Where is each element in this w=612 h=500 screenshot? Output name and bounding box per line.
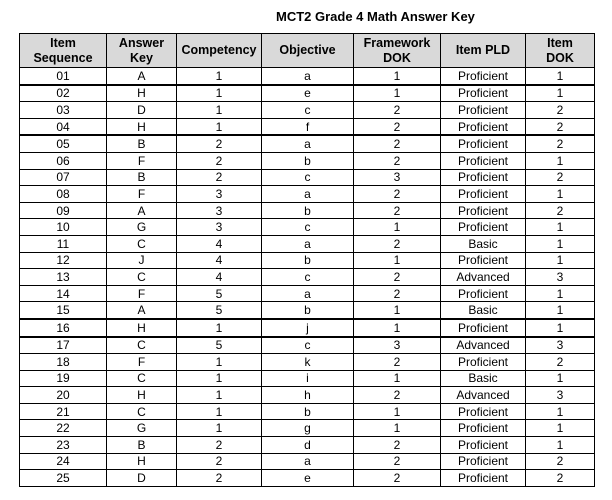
answer-key-cell: C <box>107 403 177 420</box>
item-pld-cell: Advanced <box>441 269 526 286</box>
answer-key-cell: B <box>107 169 177 186</box>
objective-cell: j <box>262 319 354 337</box>
table-row <box>20 152 595 169</box>
item-pld-cell: Advanced <box>441 387 526 404</box>
competency-cell: 2 <box>177 470 262 487</box>
item-dok-cell: 2 <box>526 202 595 219</box>
framework-dok-cell: 1 <box>354 370 441 387</box>
item-dok-cell: 1 <box>526 285 595 302</box>
item-dok-cell: 2 <box>526 118 595 135</box>
item-sequence-cell: 16 <box>20 319 107 337</box>
table-row <box>20 85 595 102</box>
item-pld-cell: Proficient <box>441 319 526 337</box>
competency-cell: 5 <box>177 302 262 319</box>
framework-dok-cell: 3 <box>354 337 441 354</box>
item-pld-cell: Proficient <box>441 354 526 371</box>
objective-cell: d <box>262 437 354 454</box>
framework-dok-cell: 2 <box>354 152 441 169</box>
answer-key-cell: J <box>107 252 177 269</box>
item-sequence-cell: 25 <box>20 470 107 487</box>
item-pld-cell: Proficient <box>441 252 526 269</box>
item-sequence-cell: 24 <box>20 453 107 470</box>
item-sequence-cell: 02 <box>20 85 107 102</box>
framework-dok-cell: 2 <box>354 235 441 252</box>
item-pld-cell: Proficient <box>441 135 526 152</box>
item-dok-cell: 1 <box>526 235 595 252</box>
item-sequence-cell: 11 <box>20 235 107 252</box>
table-row <box>20 169 595 186</box>
header-framework-dok: Framework DOK <box>354 34 441 68</box>
competency-cell: 3 <box>177 186 262 203</box>
item-dok-cell: 2 <box>526 470 595 487</box>
item-sequence-cell: 17 <box>20 337 107 354</box>
table-row <box>20 202 595 219</box>
item-dok-cell: 1 <box>526 68 595 85</box>
item-dok-cell: 3 <box>526 337 595 354</box>
framework-dok-cell: 1 <box>354 85 441 102</box>
item-pld-cell: Basic <box>441 235 526 252</box>
table-row <box>20 302 595 319</box>
item-sequence-cell: 18 <box>20 354 107 371</box>
competency-cell: 5 <box>177 285 262 302</box>
item-sequence-cell: 12 <box>20 252 107 269</box>
item-dok-cell: 1 <box>526 219 595 236</box>
item-pld-cell: Proficient <box>441 219 526 236</box>
item-dok-cell: 2 <box>526 453 595 470</box>
framework-dok-cell: 1 <box>354 403 441 420</box>
item-sequence-cell: 15 <box>20 302 107 319</box>
competency-cell: 2 <box>177 437 262 454</box>
table-row <box>20 403 595 420</box>
competency-cell: 5 <box>177 337 262 354</box>
objective-cell: a <box>262 285 354 302</box>
table-row <box>20 354 595 371</box>
table-row <box>20 387 595 404</box>
table-row <box>20 219 595 236</box>
item-dok-cell: 3 <box>526 269 595 286</box>
competency-cell: 4 <box>177 269 262 286</box>
item-pld-cell: Basic <box>441 302 526 319</box>
competency-cell: 2 <box>177 169 262 186</box>
header-answer-key: Answer Key <box>107 34 177 68</box>
objective-cell: c <box>262 169 354 186</box>
item-dok-cell: 1 <box>526 186 595 203</box>
item-pld-cell: Proficient <box>441 85 526 102</box>
item-sequence-cell: 01 <box>20 68 107 85</box>
item-pld-cell: Proficient <box>441 169 526 186</box>
item-dok-cell: 1 <box>526 85 595 102</box>
header-item-pld: Item PLD <box>441 34 526 68</box>
table-row <box>20 252 595 269</box>
competency-cell: 2 <box>177 135 262 152</box>
competency-cell: 4 <box>177 235 262 252</box>
objective-cell: b <box>262 252 354 269</box>
item-sequence-cell: 10 <box>20 219 107 236</box>
table-row <box>20 319 595 337</box>
item-pld-cell: Proficient <box>441 118 526 135</box>
objective-cell: b <box>262 403 354 420</box>
item-sequence-cell: 08 <box>20 186 107 203</box>
framework-dok-cell: 2 <box>354 135 441 152</box>
competency-cell: 2 <box>177 152 262 169</box>
item-dok-cell: 2 <box>526 354 595 371</box>
item-sequence-cell: 04 <box>20 118 107 135</box>
competency-cell: 3 <box>177 202 262 219</box>
item-dok-cell: 2 <box>526 102 595 119</box>
objective-cell: g <box>262 420 354 437</box>
competency-cell: 1 <box>177 370 262 387</box>
objective-cell: e <box>262 470 354 487</box>
item-pld-cell: Proficient <box>441 403 526 420</box>
table-row <box>20 102 595 119</box>
item-pld-cell: Proficient <box>441 437 526 454</box>
competency-cell: 1 <box>177 403 262 420</box>
answer-key-cell: A <box>107 302 177 319</box>
framework-dok-cell: 2 <box>354 102 441 119</box>
framework-dok-cell: 1 <box>354 319 441 337</box>
item-pld-cell: Proficient <box>441 285 526 302</box>
answer-key-cell: A <box>107 202 177 219</box>
framework-dok-cell: 1 <box>354 252 441 269</box>
objective-cell: c <box>262 219 354 236</box>
framework-dok-cell: 2 <box>354 285 441 302</box>
item-pld-cell: Proficient <box>441 68 526 85</box>
table-row <box>20 453 595 470</box>
item-sequence-cell: 09 <box>20 202 107 219</box>
answer-key-cell: H <box>107 118 177 135</box>
competency-cell: 3 <box>177 219 262 236</box>
competency-cell: 1 <box>177 319 262 337</box>
item-dok-cell: 3 <box>526 387 595 404</box>
framework-dok-cell: 2 <box>354 470 441 487</box>
answer-key-cell: D <box>107 470 177 487</box>
framework-dok-cell: 1 <box>354 302 441 319</box>
item-pld-cell: Proficient <box>441 202 526 219</box>
objective-cell: a <box>262 453 354 470</box>
answer-key-cell: F <box>107 285 177 302</box>
item-sequence-cell: 07 <box>20 169 107 186</box>
table-row <box>20 118 595 135</box>
item-pld-cell: Proficient <box>441 152 526 169</box>
item-dok-cell: 2 <box>526 169 595 186</box>
competency-cell: 1 <box>177 68 262 85</box>
competency-cell: 1 <box>177 102 262 119</box>
answer-key-cell: C <box>107 269 177 286</box>
answer-key-cell: F <box>107 186 177 203</box>
framework-dok-cell: 1 <box>354 219 441 236</box>
objective-cell: a <box>262 135 354 152</box>
table-row <box>20 437 595 454</box>
answer-key-table <box>19 33 595 487</box>
competency-cell: 1 <box>177 420 262 437</box>
table-row <box>20 269 595 286</box>
item-sequence-cell: 14 <box>20 285 107 302</box>
answer-key-cell: B <box>107 135 177 152</box>
framework-dok-cell: 1 <box>354 68 441 85</box>
objective-cell: c <box>262 102 354 119</box>
objective-cell: a <box>262 186 354 203</box>
table-row <box>20 370 595 387</box>
table-row <box>20 135 595 152</box>
table-row <box>20 337 595 354</box>
item-dok-cell: 2 <box>526 135 595 152</box>
table-row <box>20 470 595 487</box>
framework-dok-cell: 1 <box>354 420 441 437</box>
item-sequence-cell: 19 <box>20 370 107 387</box>
framework-dok-cell: 2 <box>354 453 441 470</box>
answer-key-cell: H <box>107 319 177 337</box>
answer-key-cell: F <box>107 152 177 169</box>
answer-key-cell: G <box>107 219 177 236</box>
item-dok-cell: 1 <box>526 403 595 420</box>
item-pld-cell: Proficient <box>441 470 526 487</box>
item-pld-cell: Advanced <box>441 337 526 354</box>
framework-dok-cell: 2 <box>354 387 441 404</box>
item-sequence-cell: 05 <box>20 135 107 152</box>
item-sequence-cell: 03 <box>20 102 107 119</box>
item-sequence-cell: 21 <box>20 403 107 420</box>
header-row <box>20 34 595 68</box>
objective-cell: b <box>262 302 354 319</box>
item-sequence-cell: 13 <box>20 269 107 286</box>
objective-cell: k <box>262 354 354 371</box>
item-pld-cell: Proficient <box>441 186 526 203</box>
answer-key-cell: H <box>107 453 177 470</box>
framework-dok-cell: 2 <box>354 186 441 203</box>
objective-cell: f <box>262 118 354 135</box>
framework-dok-cell: 3 <box>354 169 441 186</box>
item-pld-cell: Proficient <box>441 453 526 470</box>
framework-dok-cell: 2 <box>354 437 441 454</box>
item-dok-cell: 1 <box>526 370 595 387</box>
item-dok-cell: 1 <box>526 302 595 319</box>
header-item-dok: Item DOK <box>526 34 595 68</box>
answer-key-cell: G <box>107 420 177 437</box>
table-row <box>20 235 595 252</box>
answer-key-cell: A <box>107 68 177 85</box>
framework-dok-cell: 2 <box>354 354 441 371</box>
answer-key-cell: C <box>107 235 177 252</box>
answer-key-cell: B <box>107 437 177 454</box>
objective-cell: b <box>262 202 354 219</box>
table-row <box>20 285 595 302</box>
objective-cell: a <box>262 68 354 85</box>
competency-cell: 2 <box>177 453 262 470</box>
item-sequence-cell: 23 <box>20 437 107 454</box>
answer-key-cell: F <box>107 354 177 371</box>
framework-dok-cell: 2 <box>354 269 441 286</box>
header-competency: Competency <box>177 34 262 68</box>
objective-cell: i <box>262 370 354 387</box>
framework-dok-cell: 2 <box>354 118 441 135</box>
item-pld-cell: Proficient <box>441 420 526 437</box>
answer-key-cell: C <box>107 337 177 354</box>
competency-cell: 1 <box>177 85 262 102</box>
item-sequence-cell: 20 <box>20 387 107 404</box>
item-pld-cell: Proficient <box>441 102 526 119</box>
page-title: MCT2 Grade 4 Math Answer Key <box>276 9 475 24</box>
answer-key-cell: H <box>107 85 177 102</box>
objective-cell: h <box>262 387 354 404</box>
answer-key-cell: D <box>107 102 177 119</box>
competency-cell: 1 <box>177 354 262 371</box>
table-row <box>20 68 595 85</box>
item-dok-cell: 1 <box>526 420 595 437</box>
objective-cell: c <box>262 269 354 286</box>
objective-cell: e <box>262 85 354 102</box>
item-sequence-cell: 22 <box>20 420 107 437</box>
item-dok-cell: 1 <box>526 319 595 337</box>
objective-cell: a <box>262 235 354 252</box>
table-row <box>20 420 595 437</box>
item-dok-cell: 1 <box>526 437 595 454</box>
competency-cell: 4 <box>177 252 262 269</box>
header-objective: Objective <box>262 34 354 68</box>
header-item-sequence: Item Sequence <box>20 34 107 68</box>
item-pld-cell: Basic <box>441 370 526 387</box>
framework-dok-cell: 2 <box>354 202 441 219</box>
answer-key-cell: C <box>107 370 177 387</box>
item-sequence-cell: 06 <box>20 152 107 169</box>
item-dok-cell: 1 <box>526 252 595 269</box>
competency-cell: 1 <box>177 118 262 135</box>
objective-cell: b <box>262 152 354 169</box>
objective-cell: c <box>262 337 354 354</box>
table-row <box>20 186 595 203</box>
item-dok-cell: 1 <box>526 152 595 169</box>
competency-cell: 1 <box>177 387 262 404</box>
answer-key-cell: H <box>107 387 177 404</box>
